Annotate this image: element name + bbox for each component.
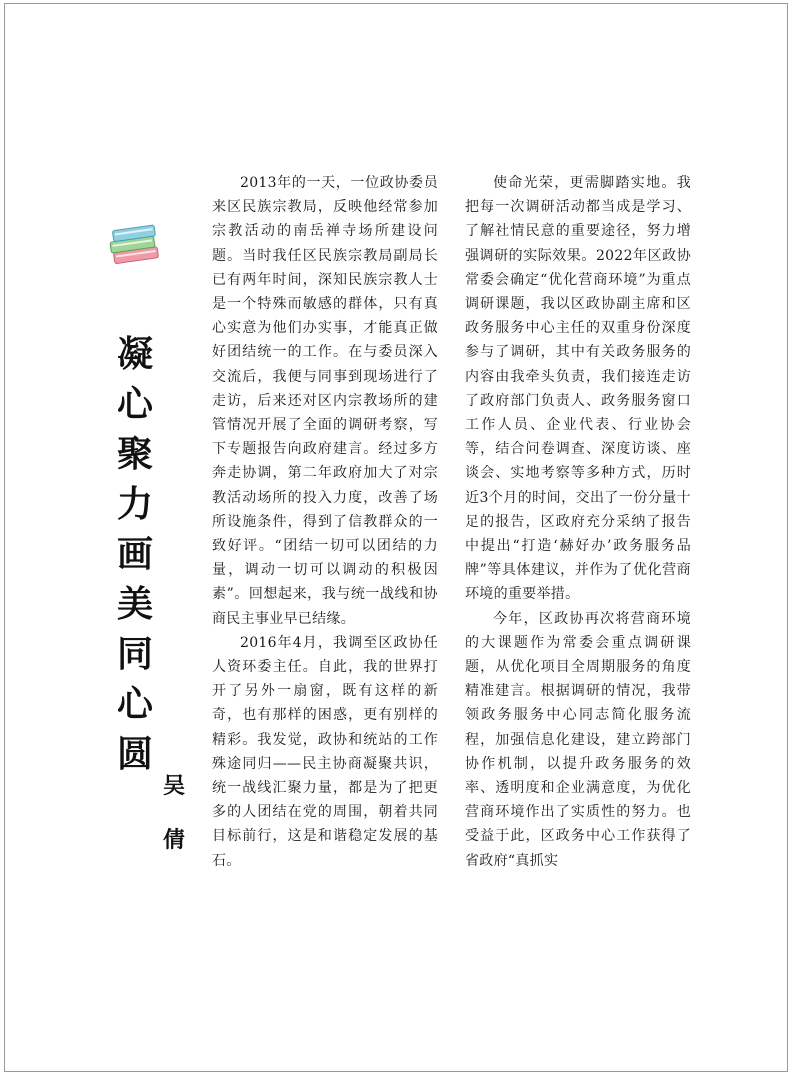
author-char: 倩 — [162, 828, 185, 853]
title-char: 聚 — [116, 434, 153, 475]
body-column-right — [465, 171, 691, 873]
title-char: 圆 — [116, 734, 153, 775]
title-char: 画 — [116, 534, 153, 575]
paragraph: 2016年4月，我调至区政协任人资环委主任。自此，我的世界打开了另外一扇窗，既有这样的新奇，也有那样的困惑，更有别样的精彩。我发觉，政协和统站的工作殊途同归——民主协商凝聚共识，统一战线汇聚力量，都是为了把更多的人团结在党的周围，朝着共同目标前行，这是和谐稳定发展的基石。 — [212, 634, 438, 869]
title-char: 美 — [116, 584, 153, 625]
title-char: 心 — [116, 384, 153, 425]
stacked-books-icon — [104, 212, 162, 270]
article-title — [112, 330, 158, 780]
paragraph: 今年，区政协再次将营商环境的大课题作为常委会重点调研课题，从优化项目全周期服务的角度精准建言。根据调研的情况，我带领政务服务中心同志简化服务流程，加强信息化建设，建立跨部门协作机制，以提升政务服务的效率、透明度和企业满意度，为优化营商环境作出了实质性的努力。也受益于此，区政务中心工作获得了省政府“真抓实 — [465, 610, 691, 869]
body-column-left — [212, 171, 438, 873]
author-name — [160, 773, 188, 855]
title-char: 心 — [116, 684, 153, 725]
author-char: 吴 — [162, 774, 185, 799]
title-char: 力 — [116, 484, 153, 525]
paragraph: 使命光荣，更需脚踏实地。我把每一次调研活动都当成是学习、了解社情民意的重要途径，努力增强调研的实际效果。2022年区政协常委会确定“优化营商环境”为重点调研课题，我以区政协副主席和区政务服务中心主任的双重身份深度参与了调研，其中有关政务服务的内容由我牵头负责，我们接连走访了政府部门负责人、政务服务窗口工作人员、企业代表、行业协会等，结合问卷调查、深度访谈、座谈会、实地考察等多种方式，历时近3个月的时间，交出了一份分量十足的报告，区政府充分采纳了报告中提出“打造‘赫好办’政务服务品牌”等具体建议，并作为了优化营商环境的重要举措。 — [465, 175, 691, 603]
title-char: 同 — [116, 634, 153, 675]
title-char: 凝 — [116, 334, 153, 375]
paragraph: 2013年的一天，一位政协委员来区民族宗教局，反映他经常参加宗教活动的南岳禅寺场所建设问题。当时我任区民族宗教局副局长已有两年时间，深知民族宗教人士是一个特殊而敏感的群体，只有真心实意为他们办实事，才能真正做好团结统一的工作。在与委员深入交流后，我便与同事到现场进行了走访，后来还对区内宗教场所的建管情况开展了全面的调研考察，写下专题报告向政府建言。经过多方奔走协调，第二年政府加大了对宗教活动场所的投入力度，改善了场所设施条件，得到了信教群众的一致好评。“团结一切可以团结的力量，调动一切可以调动的积极因素”。回想起来，我与统一战线和协商民主事业早已结缘。 — [212, 175, 438, 627]
